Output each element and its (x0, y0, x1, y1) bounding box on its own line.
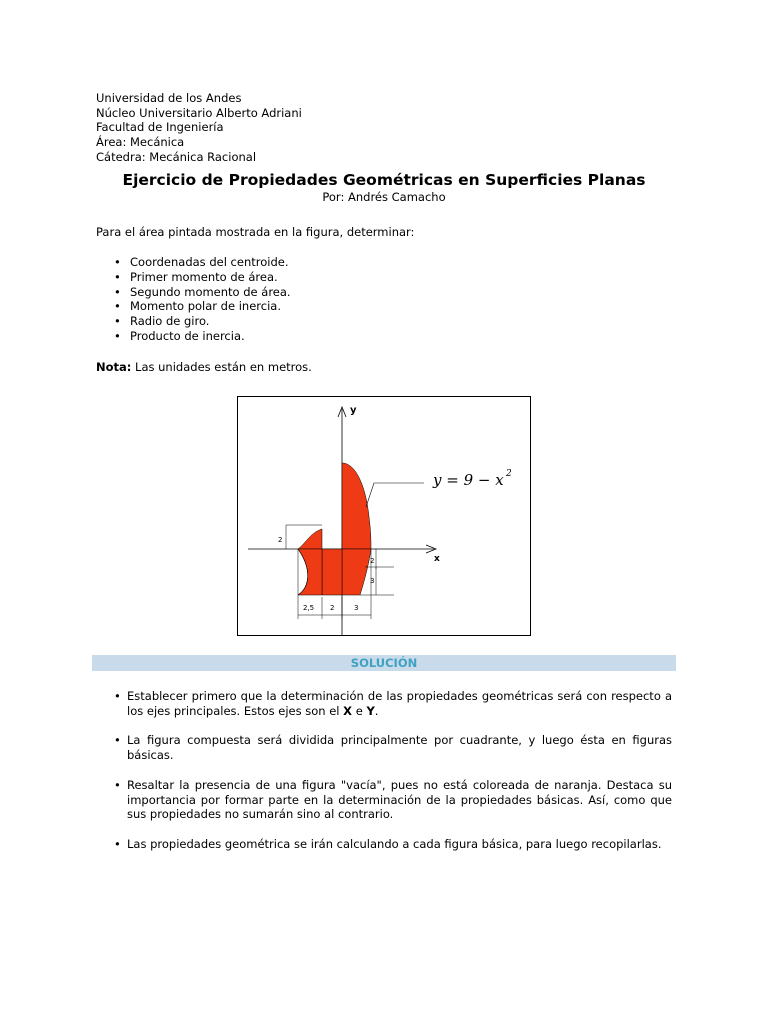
step-text: e (352, 703, 367, 718)
list-item: • Resaltar la presencia de una figura "vacía", pues no está coloreada de naranja. Destaca su importancia por formar parte en la determinación de la propiedades básicas. Así, como que sus propiedades no sumarán sino al contrario. (114, 778, 672, 822)
rectangle-region (322, 549, 342, 595)
list-item: • Momento polar de inercia. (114, 299, 291, 314)
solution-heading-bar (92, 655, 676, 671)
header-line: Facultad de Ingeniería (96, 120, 224, 135)
note-text: Las unidades están en metros. (131, 360, 312, 374)
list-item: • Primer momento de área. (114, 270, 291, 285)
document-title: Ejercicio de Propiedades Geométricas en Superficies Planas (122, 171, 646, 189)
equation-exponent: 2 (506, 469, 512, 479)
list-item: • Las propiedades geométrica se irán calculando a cada figura básica, para luego recopilarlas. (114, 837, 672, 852)
institution-header (96, 91, 302, 165)
header-line: Universidad de los Andes (96, 91, 242, 105)
x-axis-label: x (434, 554, 440, 564)
author-line: Por: Andrés Camacho (322, 190, 446, 204)
upper-left-region (298, 529, 322, 549)
figure-frame (237, 396, 531, 636)
list-item: • Segundo momento de área. (114, 285, 291, 300)
dim-label: 2 (278, 536, 283, 544)
step-text: Establecer primero que la determinación de las propiedades geométricas será con respecto a los ejes principales. Estos ejes son el (127, 689, 672, 718)
intro-text: Para el área pintada mostrada en la figura, determinar: (96, 225, 415, 239)
parabola-region (342, 463, 371, 549)
axis-x-bold: X (343, 703, 353, 718)
dim-label: 2 (330, 604, 335, 612)
list-item: • La figura compuesta será dividida principalmente por cuadrante, y luego ésta en figuras básicas. (114, 733, 672, 762)
step-text: . (374, 703, 379, 718)
y-axis-label: y (350, 405, 357, 416)
equation-leader (366, 483, 424, 507)
header-line: Núcleo Universitario Alberto Adriani (96, 105, 302, 120)
note-label: Nota: (96, 360, 132, 374)
header-line: Área: Mecánica (96, 135, 185, 150)
cutout-region (298, 549, 322, 595)
list-item (114, 689, 672, 718)
requirements-list (114, 255, 291, 344)
solution-heading: SOLUCIÓN (350, 656, 418, 670)
axis-y-bold: Y (366, 703, 375, 718)
lower-right-region (342, 549, 371, 595)
dim-label: 3 (370, 577, 375, 585)
dim-label: 2 (370, 557, 375, 565)
header-line: Cátedra: Mecánica Racional (96, 149, 257, 164)
list-item: • Producto de inercia. (114, 329, 291, 344)
list-item: • Radio de giro. (114, 314, 291, 329)
composite-area-figure (238, 397, 532, 637)
solution-steps (114, 689, 672, 867)
note (96, 360, 312, 374)
dim-label: 3 (354, 604, 359, 612)
list-item: • Coordenadas del centroide. (114, 255, 291, 270)
equation: y = 9 − x (433, 471, 504, 489)
dim-label: 2,5 (303, 604, 315, 612)
